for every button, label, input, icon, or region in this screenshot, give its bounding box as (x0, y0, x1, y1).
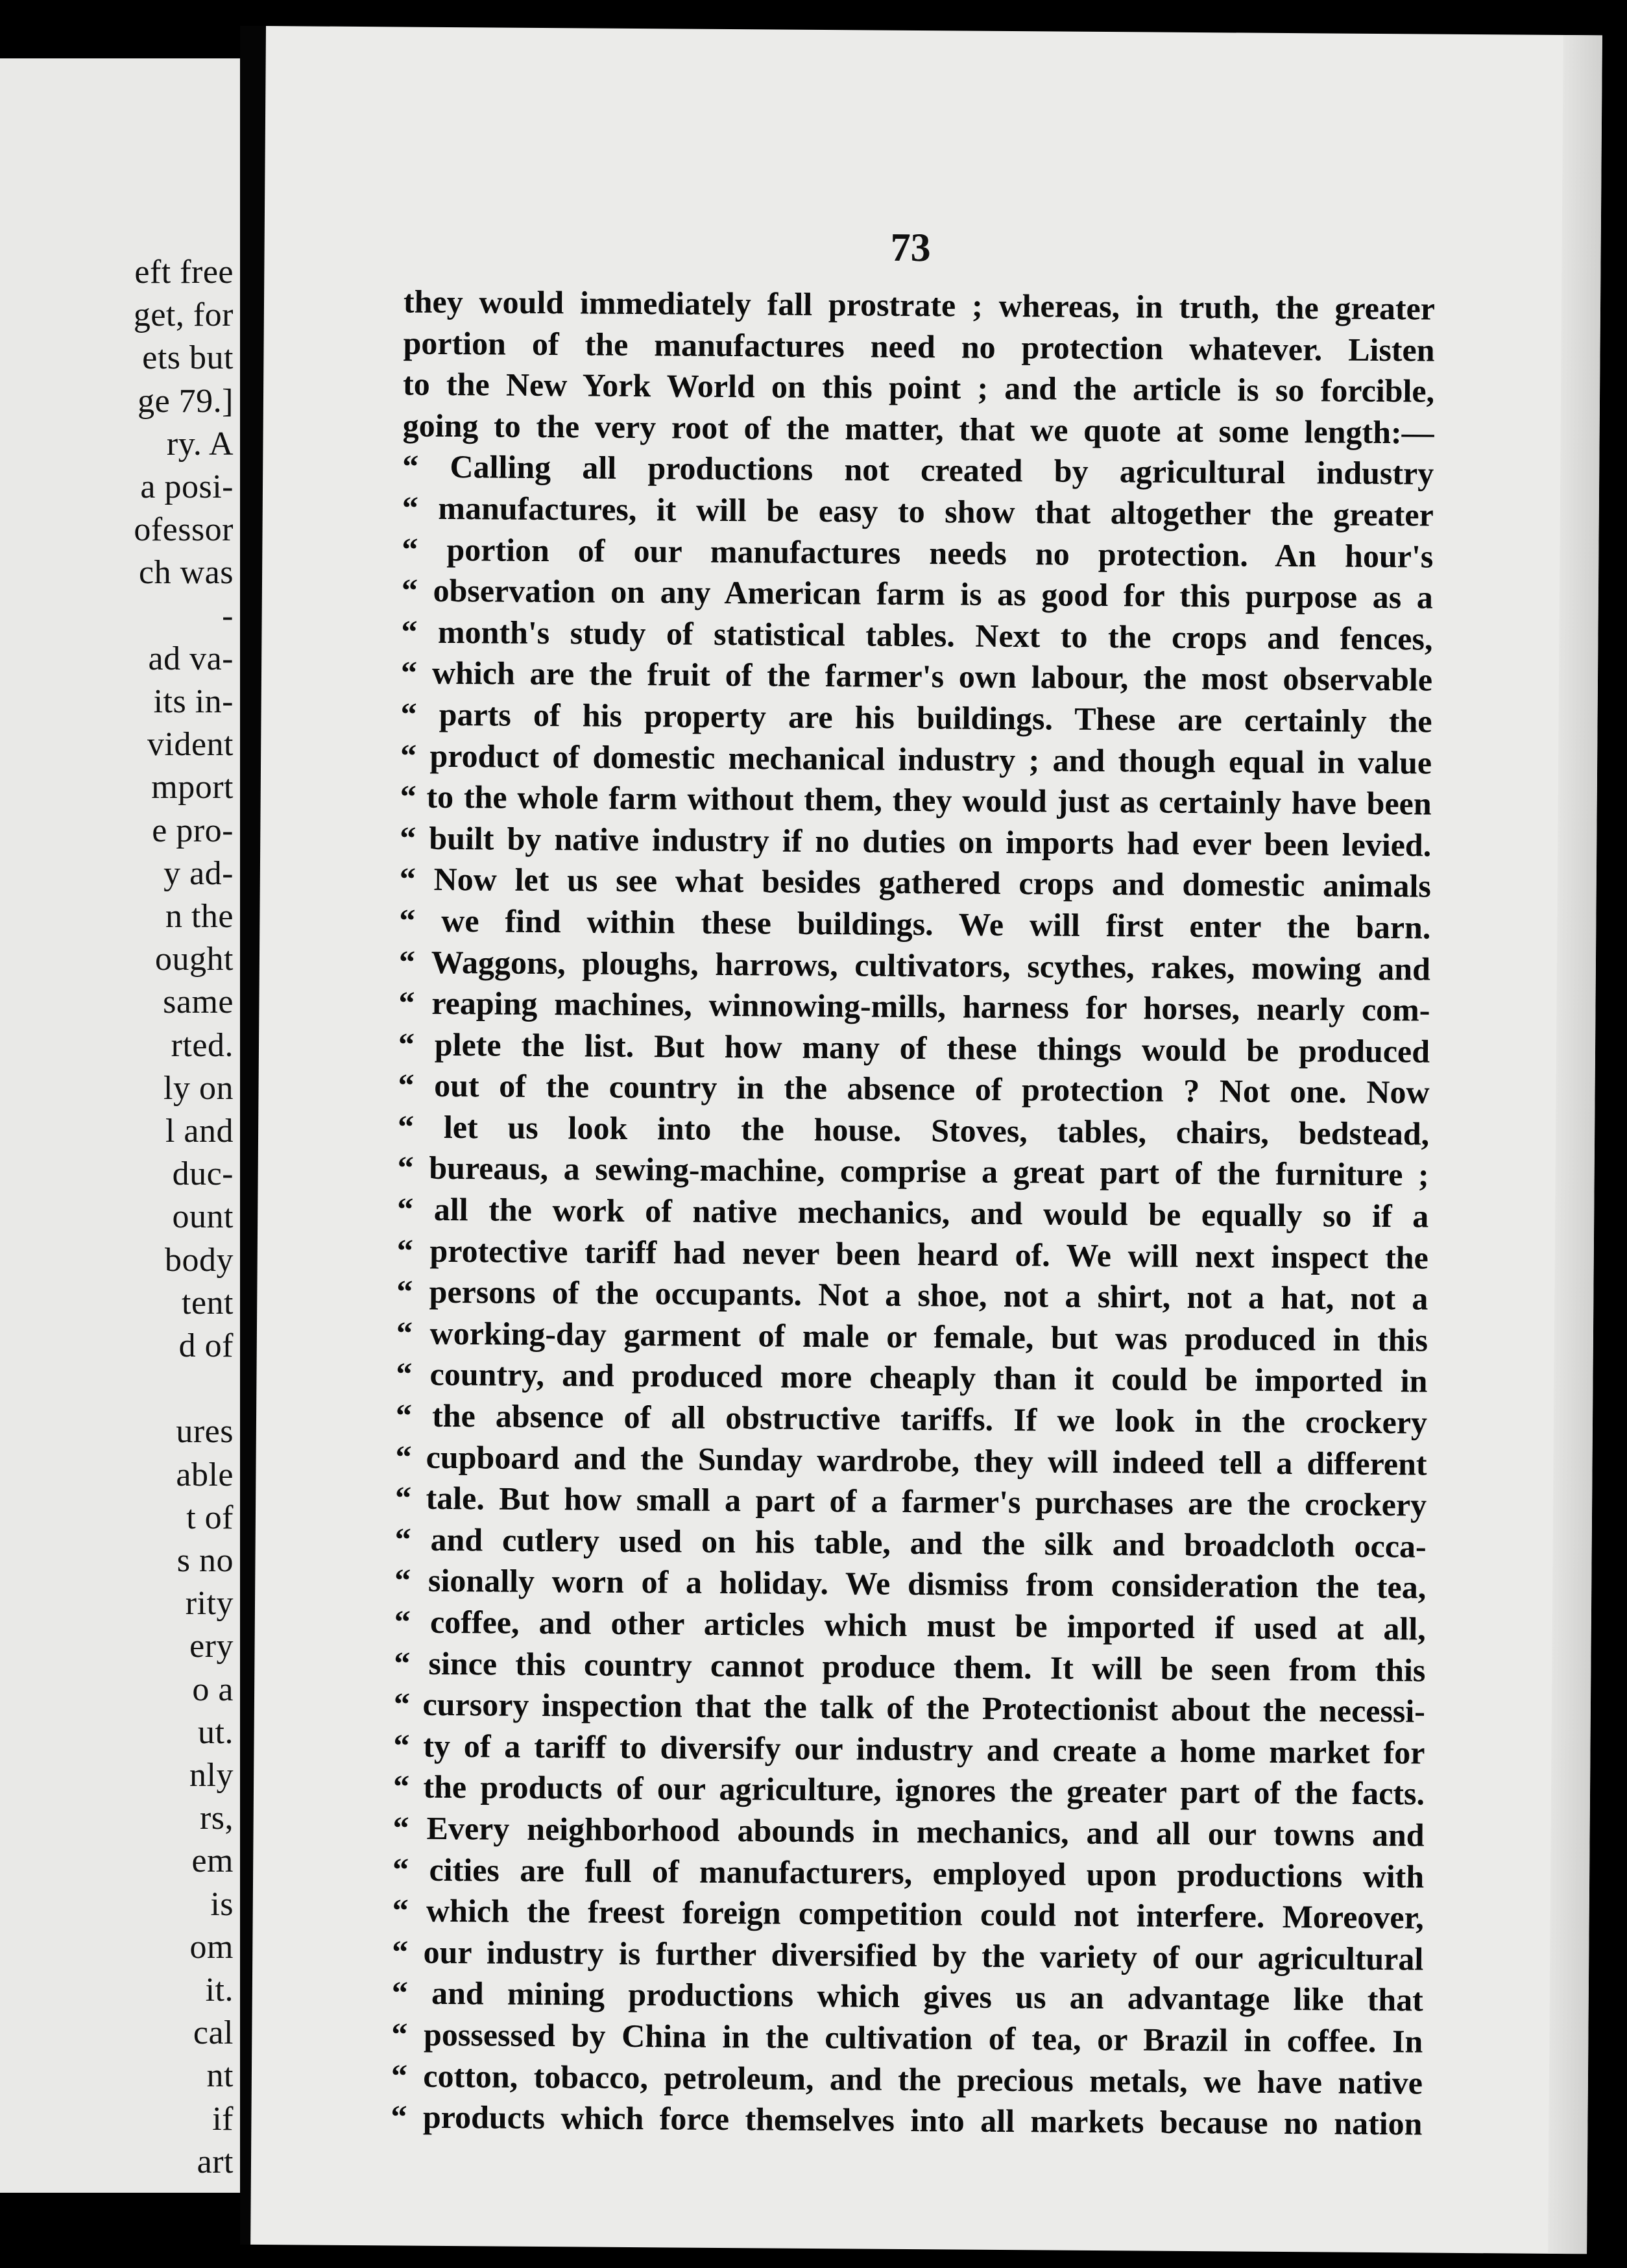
text-line: they would immediately fall prostrate ; whereas, in truth, the greater (403, 283, 1436, 327)
text-line: “ coffee, and other articles which must be imported if used at all, (394, 1603, 1426, 1647)
facing-page-line: mport (151, 769, 234, 806)
page-body-text (391, 281, 1435, 2145)
facing-page-line: em (191, 1842, 234, 1880)
text-line: “ sionally worn of a holiday. We dismiss from consideration the tea, (394, 1562, 1427, 1606)
facing-page-line: ets but (142, 339, 234, 377)
text-line: “ reaping machines, winnowing-mills, harness for horses, nearly com- (398, 984, 1430, 1028)
text-line: “ and mining productions which gives us an advantage like that (391, 1974, 1423, 2018)
text-line: to the New York World on this point ; and the article is so forcible, (402, 365, 1435, 409)
facing-page-line: ut. (198, 1713, 234, 1751)
text-line: “ product of domestic mechanical industry ; and though equal in value (400, 737, 1432, 781)
facing-page-line: tent (182, 1284, 234, 1321)
facing-page-fragment (0, 58, 240, 2193)
text-line: “ manufactures, it will be easy to show that altogether the greater (402, 489, 1434, 533)
text-line: “ cupboard and the Sunday wardrobe, they will indeed tell a different (395, 1438, 1427, 1482)
facing-page-line: cal (193, 2014, 234, 2052)
text-line: “ ty of a tariff to diversify our industry and create a home market for (393, 1727, 1425, 1771)
text-line: going to the very root of the matter, that we quote at some length:— (402, 407, 1434, 451)
facing-page-line: vident (147, 726, 234, 764)
text-line: “ protective tariff had never been heard of. We will next inspect the (396, 1232, 1428, 1276)
facing-page-line: ought (155, 941, 234, 978)
facing-page-line: able (176, 1456, 234, 1493)
facing-page-line: ly on (163, 1069, 234, 1107)
facing-page-line: n the (165, 898, 234, 935)
facing-page-line: l and (165, 1113, 234, 1150)
text-line: “ month's study of statistical tables. Next to the crops and fences, (401, 613, 1433, 657)
text-line: “ built by native industry if no duties on imports had ever been levied. (400, 819, 1432, 863)
text-line: “ possessed by China in the cultivation of tea, or Brazil in coffee. In (391, 2016, 1423, 2060)
book-page (250, 26, 1602, 2254)
facing-page-line: s no (176, 1542, 234, 1579)
facing-page-line: o a (192, 1671, 234, 1708)
text-line: “ country, and produced more cheaply than it could be imported in (396, 1355, 1428, 1399)
text-line: portion of the manufactures need no protection whatever. Listen (403, 324, 1435, 368)
facing-page-line: ry. A (166, 425, 234, 463)
facing-page-line: nly (189, 1757, 234, 1794)
text-line: “ Every neighborhood abounds in mechanics, and all our towns and (392, 1809, 1425, 1853)
page-edge (1548, 35, 1602, 2254)
text-line: “ let us look into the house. Stoves, tables, chairs, bedstead, (397, 1108, 1430, 1152)
text-line: “ our industry is further diversified by the variety of our agricultural (392, 1933, 1424, 1977)
text-line: “ which are the fruit of the farmer's own labour, the most observable (400, 654, 1433, 698)
text-line: “ cursory inspection that the talk of the Protectionist about the necessi- (393, 1685, 1426, 1730)
facing-page-line: it. (205, 1972, 234, 2009)
facing-page-line: ofessor (134, 511, 234, 549)
text-line: “ cotton, tobacco, petroleum, and the precious metals, we have native (391, 2057, 1423, 2101)
facing-page-line: art (197, 2143, 234, 2180)
facing-page-line: body (165, 1241, 234, 1279)
facing-page-line: eft free (134, 254, 234, 291)
text-line: “ bureaus, a sewing-machine, comprise a great part of the furniture ; (397, 1149, 1429, 1194)
facing-page-line: d of (178, 1327, 234, 1364)
facing-page-line: rity (185, 1585, 234, 1623)
facing-page-line: same (163, 983, 234, 1021)
facing-page-line: get, for (133, 296, 234, 334)
facing-page-line: ount (172, 1198, 234, 1236)
facing-page-line: is (210, 1885, 234, 1923)
text-line: “ portion of our manufactures needs no protection. An hour's (402, 531, 1434, 575)
text-line: “ out of the country in the absence of protection ? Not one. Now (398, 1067, 1430, 1111)
facing-page-line: t of (186, 1499, 234, 1536)
text-line: “ tale. But how small a part of a farmer's purchases are the crockery (394, 1479, 1427, 1523)
text-line: “ and cutlery used on his table, and the silk and broadcloth occa- (394, 1521, 1427, 1565)
facing-page-line: rted. (171, 1026, 234, 1064)
page-number: 73 (890, 225, 931, 271)
text-line: “ all the work of native mechanics, and would be equally so if a (397, 1190, 1429, 1235)
text-line: “ working-day garment of male or female, but was produced in this (396, 1314, 1428, 1358)
facing-page-line: e pro- (152, 812, 234, 849)
text-line: “ which the freest foreign competition could not interfere. Moreover, (392, 1892, 1424, 1936)
text-line: “ the absence of all obstructive tariffs. If we look in the crockery (395, 1397, 1428, 1441)
facing-page-line: ch was (139, 554, 234, 592)
facing-page-line: y ad- (163, 854, 234, 892)
facing-page-line: - (222, 597, 234, 634)
facing-page-line: rs, (199, 1800, 234, 1837)
facing-page-line: duc- (172, 1155, 234, 1193)
text-line: “ cities are full of manufacturers, employed upon productions with (392, 1850, 1425, 1895)
facing-page-line: ery (189, 1628, 234, 1665)
text-line: “ Calling all productions not created by agricultural industry (402, 448, 1434, 492)
facing-page-line: if (212, 2100, 234, 2138)
facing-page-line: ad va- (148, 640, 234, 677)
facing-page-line: om (189, 1928, 234, 1966)
text-line: “ plete the list. But how many of these things would be produced (398, 1026, 1430, 1070)
text-line: “ since this country cannot produce them. It will be seen from this (394, 1645, 1426, 1689)
facing-page-line: a posi- (140, 468, 234, 505)
text-line: “ we find within these buildings. We will first enter the barn. (399, 902, 1431, 946)
facing-page-line: nt (206, 2057, 234, 2095)
text-line: “ Waggons, ploughs, harrows, cultivators, scythes, rakes, mowing and (398, 943, 1431, 987)
facing-page-line: ures (176, 1413, 234, 1451)
text-line: “ the products of our agriculture, ignores the greater part of the facts. (392, 1768, 1425, 1812)
text-line: “ products which force themselves into all markets because no nation (391, 2098, 1423, 2142)
facing-page-line: its in- (153, 683, 234, 720)
text-line: “ parts of his property are his buildings. These are certainly the (400, 695, 1432, 740)
text-line: “ observation on any American farm is as good for this purpose as a (401, 572, 1434, 616)
text-line: “ Now let us see what besides gathered crops and domestic animals (399, 860, 1431, 904)
facing-page-line: ge 79.] (138, 382, 234, 420)
text-line: “ to the whole farm without them, they would just as certainly have been (400, 778, 1432, 822)
text-line: “ persons of the occupants. Not a shoe, not a shirt, not a hat, not a (396, 1273, 1428, 1317)
